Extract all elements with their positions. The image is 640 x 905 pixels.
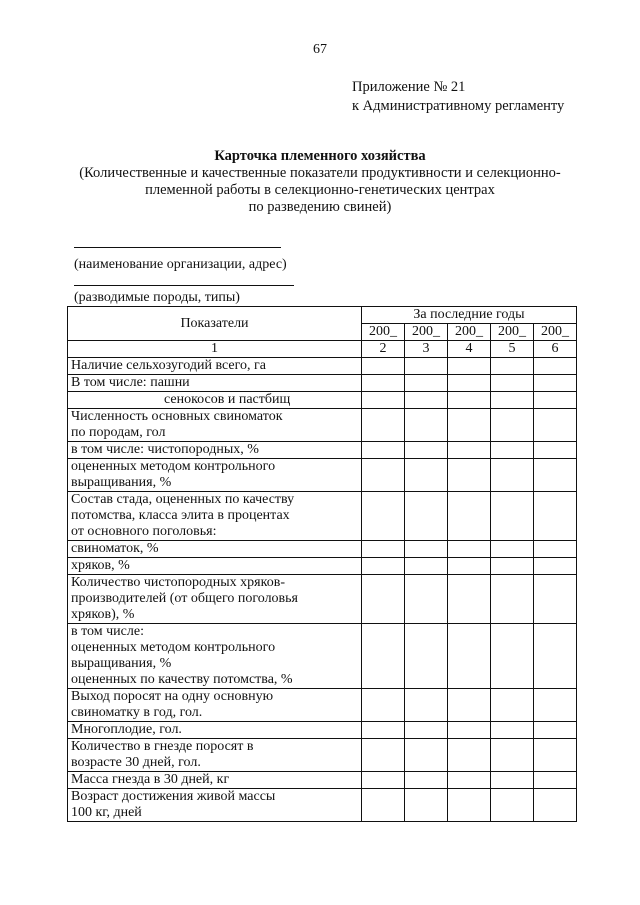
value-cell[interactable] — [448, 459, 491, 492]
value-cell[interactable] — [491, 492, 534, 541]
value-cell[interactable] — [448, 409, 491, 442]
table-row — [68, 392, 577, 409]
column-number: 5 — [491, 341, 534, 358]
value-cell[interactable] — [491, 409, 534, 442]
value-cell[interactable] — [362, 722, 405, 739]
value-cell[interactable] — [362, 358, 405, 375]
year-label: 200_ — [448, 324, 491, 341]
value-cell[interactable] — [491, 442, 534, 459]
value-cell[interactable] — [405, 459, 448, 492]
table-row — [68, 722, 577, 739]
value-cell[interactable] — [534, 689, 577, 722]
value-cell[interactable] — [405, 358, 448, 375]
value-cell[interactable] — [534, 358, 577, 375]
breeds-caption: (разводимые породы, типы) — [74, 290, 240, 305]
value-cell[interactable] — [362, 558, 405, 575]
value-cell[interactable] — [405, 722, 448, 739]
table-row — [68, 772, 577, 789]
value-cell[interactable] — [491, 772, 534, 789]
document-subtitle-line: по разведению свиней) — [248, 199, 392, 215]
appendix-line-2: к Административному регламенту — [352, 98, 565, 114]
year-label: 200_ — [405, 324, 448, 341]
indicator-label-line: Состав стада, оцененных по качеству — [71, 492, 295, 507]
table-row — [68, 459, 577, 492]
indicator-label-line: Возраст достижения живой массы — [71, 789, 276, 804]
indicator-label — [68, 541, 362, 558]
value-cell[interactable] — [534, 392, 577, 409]
indicator-label-line: сенокосов и пастбищ — [164, 392, 291, 407]
table-row — [68, 492, 577, 541]
value-cell[interactable] — [405, 492, 448, 541]
breeding-farm-card-table — [67, 306, 577, 822]
value-cell[interactable] — [491, 575, 534, 624]
table-row — [68, 442, 577, 459]
appendix-line-1: Приложение № 21 — [352, 79, 466, 95]
column-number: 3 — [405, 341, 448, 358]
page-number: 67 — [313, 42, 327, 57]
indicator-label-line: оцененных по качеству потомства, % — [71, 672, 293, 687]
value-cell[interactable] — [534, 459, 577, 492]
value-cell[interactable] — [491, 789, 534, 822]
indicator-label — [68, 789, 362, 822]
value-cell[interactable] — [534, 409, 577, 442]
value-cell[interactable] — [491, 739, 534, 772]
year-label: 200_ — [534, 324, 577, 341]
indicator-label-line: производителей (от общего поголовья — [71, 591, 298, 606]
value-cell[interactable] — [405, 442, 448, 459]
indicator-label-line: 100 кг, дней — [71, 805, 142, 820]
column-number: 6 — [534, 341, 577, 358]
value-cell[interactable] — [534, 442, 577, 459]
years-header: За последние годы — [362, 307, 577, 324]
indicator-label-line: Выход поросят на одну основную — [71, 689, 274, 704]
indicator-label — [68, 409, 362, 442]
value-cell[interactable] — [362, 739, 405, 772]
value-cell[interactable] — [491, 392, 534, 409]
indicator-label — [68, 689, 362, 722]
value-cell[interactable] — [491, 624, 534, 689]
value-cell[interactable] — [534, 789, 577, 822]
organization-blank-line — [74, 247, 281, 248]
value-cell[interactable] — [405, 575, 448, 624]
value-cell[interactable] — [448, 492, 491, 541]
value-cell[interactable] — [405, 375, 448, 392]
value-cell[interactable] — [362, 409, 405, 442]
indicator-label — [68, 375, 362, 392]
indicator-label-line: свиноматок, % — [71, 541, 159, 556]
value-cell[interactable] — [405, 409, 448, 442]
indicator-label-line: В том числе: пашни — [71, 375, 190, 390]
table-row — [68, 789, 577, 822]
table-row — [68, 541, 577, 558]
indicator-label — [68, 722, 362, 739]
document-title: Карточка племенного хозяйства — [214, 148, 426, 164]
value-cell[interactable] — [491, 722, 534, 739]
value-cell[interactable] — [405, 392, 448, 409]
value-cell[interactable] — [405, 541, 448, 558]
value-cell[interactable] — [448, 358, 491, 375]
indicator-label-line: выращивания, % — [71, 475, 172, 490]
value-cell[interactable] — [534, 624, 577, 689]
indicator-label — [68, 739, 362, 772]
value-cell[interactable] — [448, 722, 491, 739]
value-cell[interactable] — [448, 375, 491, 392]
value-cell[interactable] — [534, 739, 577, 772]
table-row — [68, 558, 577, 575]
indicator-label — [68, 575, 362, 624]
value-cell[interactable] — [491, 541, 534, 558]
column-number: 4 — [448, 341, 491, 358]
value-cell[interactable] — [362, 541, 405, 558]
value-cell[interactable] — [362, 689, 405, 722]
table-row — [68, 575, 577, 624]
year-label: 200_ — [362, 324, 405, 341]
table-row — [68, 689, 577, 722]
value-cell[interactable] — [362, 624, 405, 689]
indicator-label-line: возрасте 30 дней, гол. — [71, 755, 201, 770]
indicator-label-line: свиноматку в год, гол. — [71, 705, 203, 720]
indicator-label — [68, 392, 362, 409]
value-cell[interactable] — [534, 492, 577, 541]
value-cell[interactable] — [534, 375, 577, 392]
value-cell[interactable] — [362, 789, 405, 822]
column-number: 1 — [68, 341, 362, 358]
value-cell[interactable] — [448, 689, 491, 722]
indicator-label — [68, 442, 362, 459]
indicator-label-line: оцененных методом контрольного — [71, 459, 276, 474]
value-cell[interactable] — [362, 772, 405, 789]
value-cell[interactable] — [448, 541, 491, 558]
value-cell[interactable] — [448, 442, 491, 459]
value-cell[interactable] — [534, 558, 577, 575]
value-cell[interactable] — [448, 558, 491, 575]
value-cell[interactable] — [405, 739, 448, 772]
value-cell[interactable] — [405, 789, 448, 822]
organization-caption: (наименование организации, адрес) — [74, 257, 287, 272]
value-cell[interactable] — [448, 739, 491, 772]
indicator-label-line: в том числе: чистопородных, % — [71, 442, 259, 457]
table-header-row — [68, 307, 577, 324]
value-cell[interactable] — [448, 575, 491, 624]
appendix-reference — [352, 78, 564, 116]
value-cell[interactable] — [491, 459, 534, 492]
document-subtitle-line: (Количественные и качественные показатели продуктивности и селекционно- — [79, 165, 561, 181]
indicator-label-line: хряков), % — [71, 607, 135, 622]
indicator-label-line: Наличие сельхозугодий всего, га — [71, 358, 266, 373]
indicator-label — [68, 624, 362, 689]
indicator-label — [68, 459, 362, 492]
indicator-label-line: Количество в гнезде поросят в — [71, 739, 254, 754]
value-cell[interactable] — [491, 375, 534, 392]
value-cell[interactable] — [448, 392, 491, 409]
value-cell[interactable] — [362, 492, 405, 541]
value-cell[interactable] — [491, 558, 534, 575]
column-numbers-row — [68, 341, 577, 358]
value-cell[interactable] — [491, 689, 534, 722]
indicator-label — [68, 558, 362, 575]
value-cell[interactable] — [405, 558, 448, 575]
value-cell[interactable] — [362, 442, 405, 459]
indicator-label-line: потомства, класса элита в процентах — [71, 508, 290, 523]
value-cell[interactable] — [362, 575, 405, 624]
value-cell[interactable] — [448, 624, 491, 689]
table-row — [68, 358, 577, 375]
indicator-label-line: Многоплодие, гол. — [71, 722, 182, 737]
value-cell[interactable] — [534, 722, 577, 739]
indicator-label-line: Масса гнезда в 30 дней, кг — [71, 772, 230, 787]
value-cell[interactable] — [534, 772, 577, 789]
value-cell[interactable] — [448, 789, 491, 822]
table-row — [68, 409, 577, 442]
value-cell[interactable] — [362, 459, 405, 492]
table-row — [68, 375, 577, 392]
value-cell[interactable] — [534, 575, 577, 624]
value-cell[interactable] — [534, 541, 577, 558]
year-label: 200_ — [491, 324, 534, 341]
indicator-label-line: хряков, % — [71, 558, 130, 573]
value-cell[interactable] — [405, 689, 448, 722]
column-number: 2 — [362, 341, 405, 358]
table-row — [68, 624, 577, 689]
indicator-label-line: по породам, гол — [71, 425, 166, 440]
indicator-label — [68, 358, 362, 375]
indicator-label-line: в том числе: — [71, 624, 144, 639]
indicator-label-line: от основного поголовья: — [71, 524, 217, 539]
value-cell[interactable] — [362, 392, 405, 409]
indicator-label-line: Количество чистопородных хряков- — [71, 575, 285, 590]
value-cell[interactable] — [491, 358, 534, 375]
document-heading — [40, 148, 600, 216]
indicator-label — [68, 492, 362, 541]
value-cell[interactable] — [405, 624, 448, 689]
value-cell[interactable] — [448, 772, 491, 789]
indicator-label — [68, 772, 362, 789]
indicators-header: Показатели — [68, 307, 362, 341]
value-cell[interactable] — [405, 772, 448, 789]
indicator-label-line: Численность основных свиноматок — [71, 409, 283, 424]
table-row — [68, 739, 577, 772]
indicator-label-line: оцененных методом контрольного — [71, 640, 276, 655]
value-cell[interactable] — [362, 375, 405, 392]
breeds-blank-line — [74, 285, 294, 286]
document-subtitle-line: племенной работы в селекционно-генетических центрах — [145, 182, 495, 198]
indicator-label-line: выращивания, % — [71, 656, 172, 671]
